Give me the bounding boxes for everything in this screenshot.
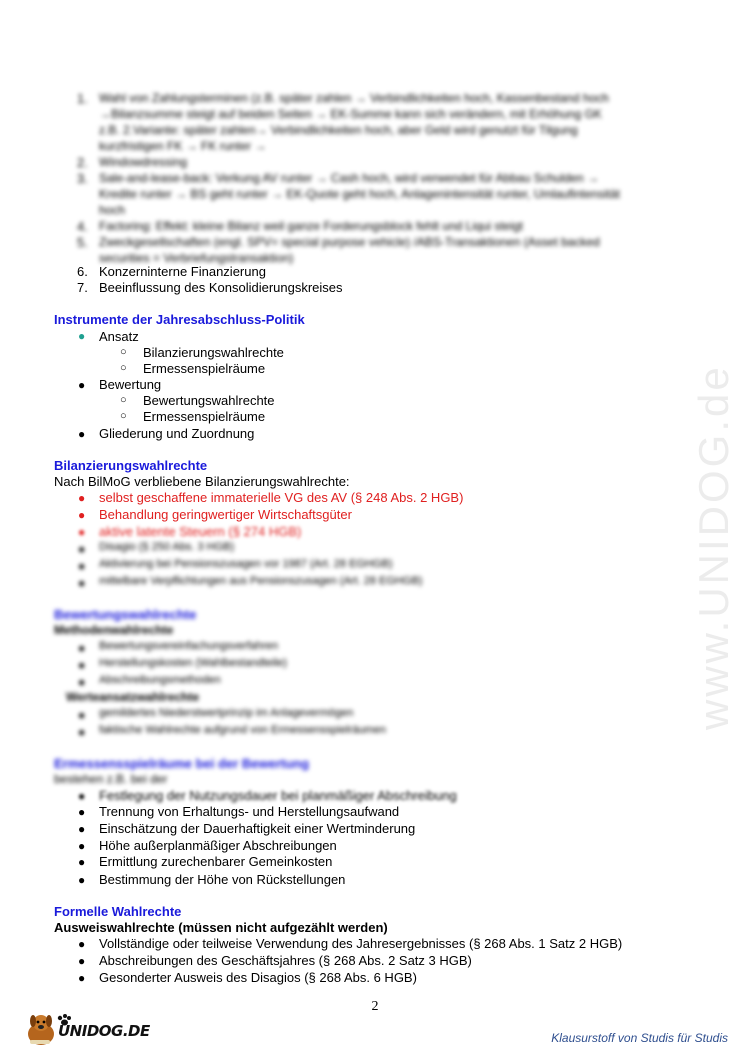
circle-bullet-icon: ○: [120, 362, 127, 374]
bullet-icon: ●: [78, 725, 86, 739]
list-number: 2.: [77, 155, 88, 170]
list-item: faktische Wahlrechte aufgrund von Ermessensspielräumen: [99, 724, 386, 736]
dog-icon: [28, 1015, 54, 1045]
list-item: Höhe außerplanmäßiger Abschreibungen: [99, 838, 337, 853]
list-item: Bewertungsvereinfachungsverfahren: [99, 640, 279, 652]
list-item: Bestimmung der Höhe von Rückstellungen: [99, 872, 346, 887]
list-number: 4.: [77, 219, 88, 234]
section-heading: Bilanzierungswahlrechte: [54, 458, 208, 473]
list-number: 5.: [77, 235, 88, 250]
bullet-icon: ●: [78, 855, 86, 869]
list-item: Abschreibungen des Geschäftsjahres (§ 268 Abs. 2 Satz 3 HGB): [99, 953, 472, 968]
list-item: Ermittlung zurechenbarer Gemeinkosten: [99, 854, 333, 869]
list-item: Vollständige oder teilweise Verwendung des Jahresergebnisses (§ 268 Abs. 1 Satz 2 HGB): [99, 936, 623, 951]
sub-heading: Ausweiswahlrechte (müssen nicht aufgezählt werden): [54, 920, 388, 935]
footer-slogan: Klausurstoff von Studis für Studis: [551, 1031, 728, 1045]
logo-text: UNIDOG.DE: [58, 1022, 150, 1040]
section-intro: Nach BilMoG verbliebene Bilanzierungswahlrechte:: [54, 474, 350, 489]
list-item: Herstellungskosten (Wahlbestandteile): [99, 657, 287, 669]
list-item: aktive latente Steuern (§ 274 HGB): [99, 524, 302, 539]
sub-heading: Werteansatzwahlrechte: [66, 690, 200, 704]
bullet-icon: ●: [78, 542, 86, 556]
list-number: 6.: [77, 264, 88, 279]
bullet-icon: ●: [78, 805, 86, 819]
page-number: 2: [371, 999, 379, 1014]
list-item: Behandlung geringwertiger Wirtschaftsgüter: [99, 507, 352, 522]
bullet-icon: ●: [78, 491, 86, 505]
bullet-icon: ●: [78, 427, 86, 441]
list-item-line: Zweckgesellschaften (engl. SPV= special purpose vehicle) /ABS-Transaktionen (Asset backed: [99, 235, 600, 249]
section-heading: Ermessensspielräume bei der Bewertung: [54, 756, 310, 771]
list-item: Ansatz: [99, 329, 139, 344]
list-number: 3.: [77, 171, 88, 186]
list-item: Gesonderter Ausweis des Disagios (§ 268 Abs. 6 HGB): [99, 970, 417, 985]
bullet-icon: ●: [78, 576, 86, 590]
bullet-icon: ●: [78, 954, 86, 968]
sub-list-item: Ermessenspielräume: [143, 409, 266, 424]
list-item-line: Wahl von Zahlungsterminen (z.B. später zahlen → Verbindlichkeiten hoch, Kassenbestand hoch: [99, 91, 609, 105]
circle-bullet-icon: ○: [120, 394, 127, 406]
section-intro: bestehen z.B. bei der: [54, 772, 168, 786]
list-item: Trennung von Erhaltungs- und Herstellungsaufwand: [99, 804, 400, 819]
list-item: Bewertung: [99, 377, 162, 392]
circle-bullet-icon: ○: [120, 410, 127, 422]
bullet-icon: ●: [78, 708, 86, 722]
bullet-icon: ●: [78, 525, 86, 539]
list-item-line: →Bilanzsumme steigt auf beiden Seiten → EK-Summe kann sich verändern, mit Erhöhung GK: [99, 107, 602, 121]
list-item: Gliederung und Zuordnung: [99, 426, 255, 441]
list-number: 1.: [77, 91, 88, 106]
bullet-icon: ●: [78, 822, 86, 836]
bullet-icon: ●: [78, 378, 86, 392]
list-item-line: hoch: [99, 203, 126, 217]
list-item-line: Windowdressing: [99, 155, 188, 169]
list-number: 7.: [77, 280, 88, 295]
section-heading: Formelle Wahlrechte: [54, 904, 182, 919]
section-heading: Instrumente der Jahresabschluss-Politik: [54, 312, 305, 327]
bullet-icon: ●: [78, 873, 86, 887]
bullet-icon: ●: [78, 559, 86, 573]
bullet-icon: ●: [78, 658, 86, 672]
sub-list-item: Bewertungswahlrechte: [143, 393, 275, 408]
list-item-line: Kredite runter → BS geht runter → EK-Quote geht hoch, Anlagenintensität runter, Umlaufintensität: [99, 187, 620, 201]
bullet-icon: ●: [78, 839, 86, 853]
list-item: Konzerninterne Finanzierung: [99, 264, 266, 279]
bullet-icon: ●: [78, 508, 86, 522]
sub-heading: Methodenwahlrechte: [54, 623, 174, 637]
list-item: Aktivierung bei Pensionszusagen vor 1987 (Art. 28 EGHGB): [99, 558, 393, 570]
list-item-line: Sale-and-lease-back: Verkung AV runter → Cash hoch, wird verwendet für Abbau Schulden →: [99, 171, 600, 185]
list-item: selbst geschaffene immaterielle VG des AV (§ 248 Abs. 2 HGB): [99, 490, 464, 505]
list-item: Disagio (§ 250 Abs. 3 HGB): [99, 541, 235, 553]
list-item-line: kurzfristigen FK → FK runter →: [99, 139, 267, 153]
bullet-icon: ●: [78, 329, 86, 343]
bullet-icon: ●: [78, 971, 86, 985]
circle-bullet-icon: ○: [120, 346, 127, 358]
list-item: mittelbare Verpflichtungen aus Pensionszusagen (Art. 28 EGHGB): [99, 575, 423, 587]
list-item: Abschreibungsmethoden: [99, 674, 221, 686]
watermark: www.UNIDOG.de: [690, 364, 737, 730]
list-item: gemildertes Niederstwertprinzip im Anlagevermögen: [99, 707, 354, 719]
list-item: Einschätzung der Dauerhaftigkeit einer Wertminderung: [99, 821, 416, 836]
bullet-icon: ●: [78, 641, 86, 655]
bullet-icon: ●: [78, 789, 86, 803]
list-item: Beeinflussung des Konsolidierungskreises: [99, 280, 343, 295]
bullet-icon: ●: [78, 937, 86, 951]
list-item-line: z.B. 2.Variante: später zahlen→ Verbindlichkeiten hoch, aber Geld wird genutzt für Tilgung: [99, 123, 578, 137]
list-item: Festlegung der Nutzungsdauer bei planmäßiger Abschreibung: [99, 788, 457, 803]
bullet-icon: ●: [78, 675, 86, 689]
sub-list-item: Ermessenspielräume: [143, 361, 266, 376]
section-heading: Bewertungswahlrechte: [54, 607, 197, 622]
list-item-line: securities = Verbriefungstransaktion): [99, 251, 294, 265]
list-item-line: Factoring: Effekt: kleine Bilanz weil ganze Forderungsblock fehlt und Liqui steigt: [99, 219, 524, 233]
sub-list-item: Bilanzierungswahlrechte: [143, 345, 284, 360]
